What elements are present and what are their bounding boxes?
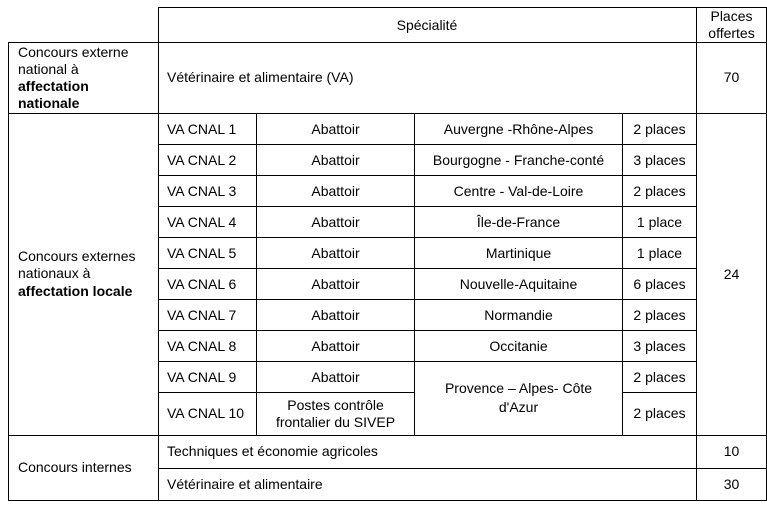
cnal-type: Abattoir <box>311 121 360 137</box>
externes-locale-places: 24 <box>723 266 740 282</box>
cnal-places: 3 places <box>633 152 686 168</box>
cnal-places: 2 places <box>633 405 686 421</box>
cnal-code: VA CNAL 5 <box>167 245 237 261</box>
internes-specialite: Vétérinaire et alimentaire <box>167 476 323 492</box>
rule <box>158 206 697 207</box>
rule <box>158 144 697 145</box>
rule <box>8 435 767 436</box>
label-line-bold <box>18 283 132 300</box>
cnal-places: 2 places <box>633 369 686 385</box>
cnal-region: Île-de-France <box>476 214 561 230</box>
externe-national-specialite: Vétérinaire et alimentaire (VA) <box>167 69 354 85</box>
cnal-type: Abattoir <box>311 183 360 199</box>
rule <box>8 42 9 501</box>
cnal-code: VA CNAL 1 <box>167 121 237 137</box>
rule <box>623 392 697 393</box>
cnal-region: Auvergne -Rhône-Alpes <box>443 121 594 137</box>
rule <box>158 175 697 176</box>
cnal-places: 2 places <box>633 307 686 323</box>
internes-places: 30 <box>723 476 740 492</box>
externe-national-places: 70 <box>723 69 740 85</box>
bold-text: affectation <box>18 78 89 94</box>
internes-specialite: Techniques et économie agricoles <box>167 443 378 459</box>
cnal-places: 6 places <box>633 276 686 292</box>
cnal-type-line2: frontalier du SIVEP <box>275 414 396 430</box>
cnal-type: Abattoir <box>311 338 360 354</box>
cnal-code: VA CNAL 9 <box>167 369 237 385</box>
label-line: Concours externes <box>18 248 136 264</box>
cnal-region: Nouvelle-Aquitaine <box>459 276 578 292</box>
label-line-bold <box>18 78 89 95</box>
merged-region-line2: d'Azur <box>498 399 539 415</box>
label-line: national à <box>18 61 79 77</box>
internes-places: 10 <box>723 443 740 459</box>
label-line: nationaux à <box>18 265 91 281</box>
cnal-type: Abattoir <box>311 245 360 261</box>
merged-region-line1: Provence – Alpes- Côte <box>444 380 593 396</box>
cnal-code: VA CNAL 3 <box>167 183 237 199</box>
cnal-region: Occitanie <box>489 338 548 354</box>
cnal-places: 2 places <box>633 121 686 137</box>
rule <box>158 7 767 8</box>
label-line: Concours externe <box>18 44 129 60</box>
cnal-type: Abattoir <box>311 152 360 168</box>
cnal-code: VA CNAL 7 <box>167 307 237 323</box>
rule <box>158 392 415 393</box>
rule <box>8 113 767 114</box>
rule <box>158 237 697 238</box>
cnal-places: 3 places <box>633 338 686 354</box>
cnal-region: Martinique <box>485 245 552 261</box>
cnal-type: Abattoir <box>311 276 360 292</box>
rule <box>158 468 767 469</box>
cnal-places: 1 place <box>636 245 683 261</box>
cnal-region: Centre - Val-de-Loire <box>453 183 584 199</box>
cnal-type: Abattoir <box>311 307 360 323</box>
cnal-region: Normandie <box>484 307 553 323</box>
cnal-code: VA CNAL 10 <box>167 405 245 421</box>
header-places-line1: Places <box>710 8 753 24</box>
cnal-type: Abattoir <box>311 369 360 385</box>
cnal-places: 2 places <box>633 183 686 199</box>
label-line-bold <box>18 95 79 112</box>
cnal-region: Bourgogne - Franche-conté <box>432 152 605 168</box>
cnal-code: VA CNAL 8 <box>167 338 237 354</box>
bold-text: nationale <box>18 95 80 111</box>
rule <box>158 7 159 501</box>
cnal-type: Abattoir <box>311 214 360 230</box>
internes-label: Concours internes <box>18 459 132 475</box>
rule <box>158 299 697 300</box>
header-places-line2: offertes <box>708 25 755 41</box>
cnal-places: 1 place <box>636 214 683 230</box>
cnal-code: VA CNAL 4 <box>167 214 237 230</box>
cnal-type-line1: Postes contrôle <box>287 397 384 413</box>
rule <box>8 500 767 501</box>
header-specialite: Spécialité <box>396 17 458 33</box>
cnal-code: VA CNAL 2 <box>167 152 237 168</box>
rule <box>8 42 767 43</box>
bold-text: affectation locale <box>18 283 133 299</box>
rule <box>158 361 697 362</box>
rule <box>158 268 697 269</box>
rule <box>158 330 697 331</box>
cnal-code: VA CNAL 6 <box>167 276 237 292</box>
